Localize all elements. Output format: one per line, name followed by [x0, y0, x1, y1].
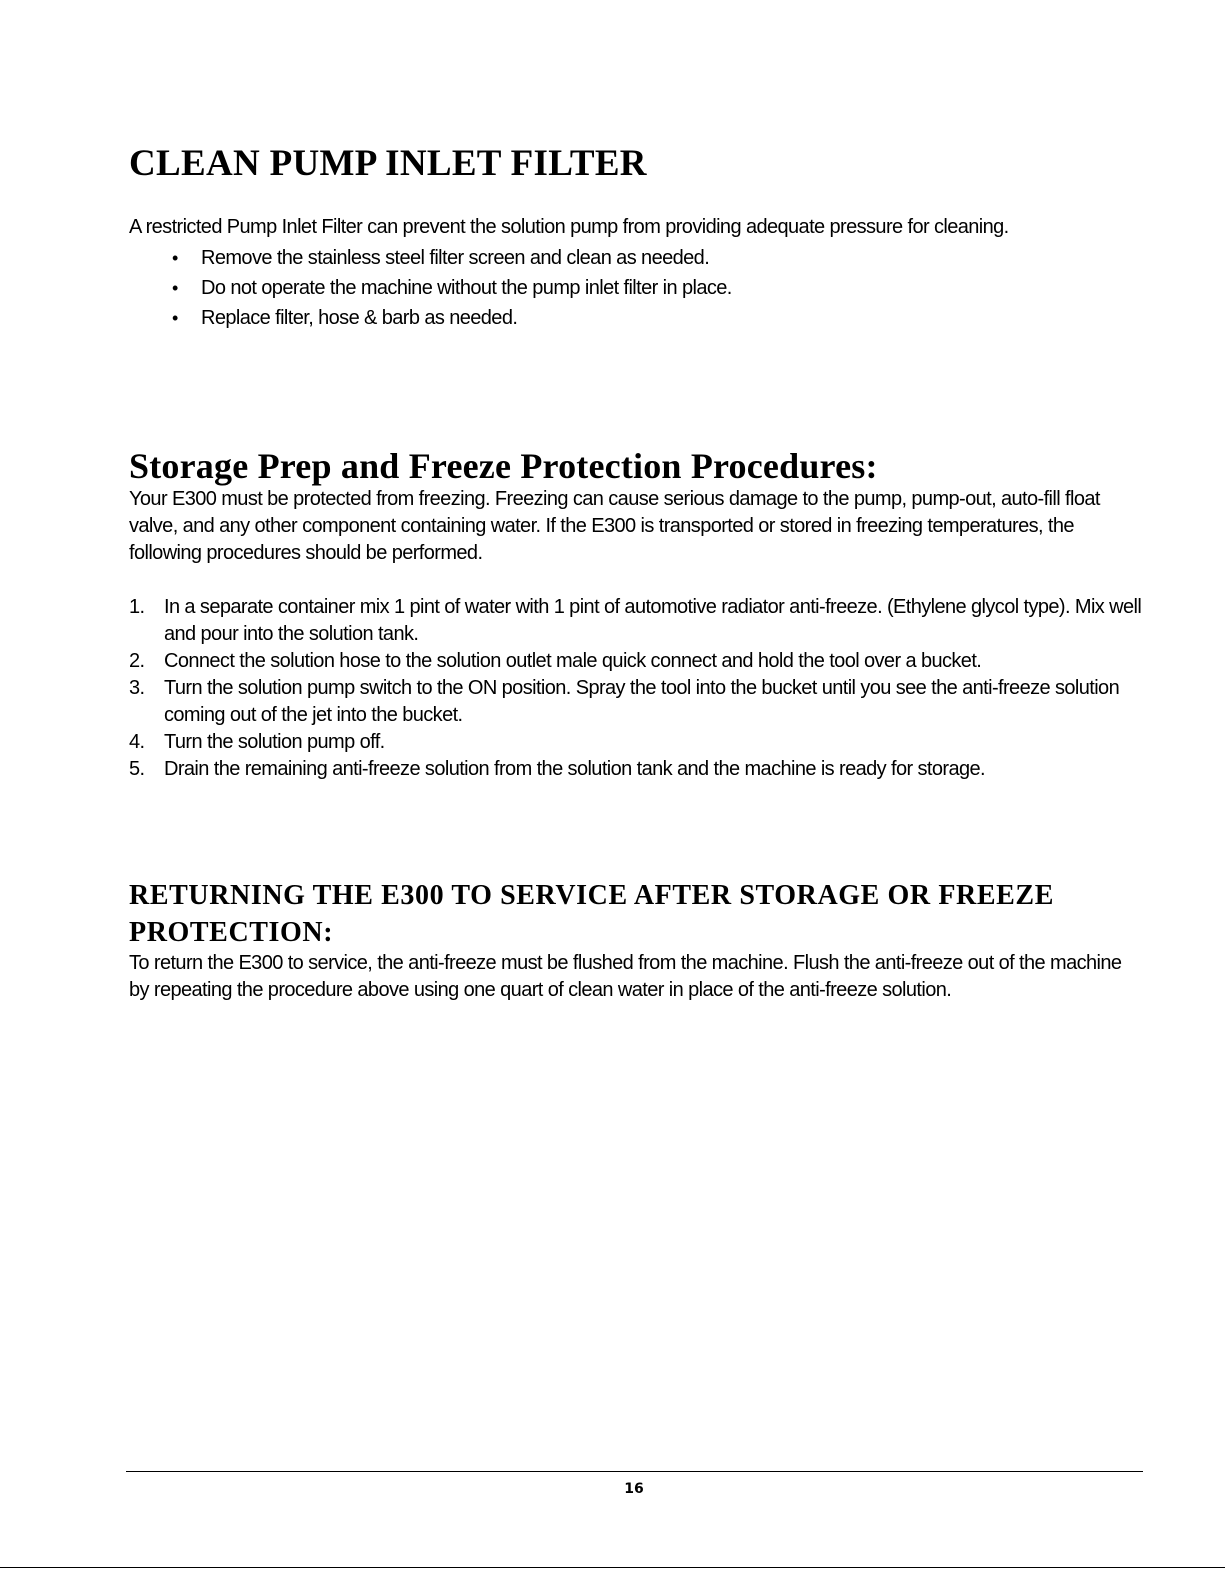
bullet-item	[129, 303, 732, 333]
step-item	[129, 648, 1149, 675]
clean-filter-heading: CLEAN PUMP INLET FILTER	[129, 143, 647, 184]
bullet-text: Remove the stainless steel filter screen and clean as needed.	[201, 247, 710, 269]
bullet-dot-icon: •	[172, 278, 178, 298]
step-item	[129, 594, 1149, 648]
bullet-dot-icon: •	[172, 308, 178, 328]
step-text: Turn the solution pump off.	[164, 731, 385, 753]
bullet-text: Do not operate the machine without the pump inlet filter in place.	[201, 277, 732, 299]
step-number: 5.	[129, 758, 145, 780]
step-number: 3.	[129, 677, 145, 699]
storage-heading: Storage Prep and Freeze Protection Procedures:	[129, 446, 878, 486]
storage-steps-list	[129, 594, 1149, 783]
step-number: 2.	[129, 650, 145, 672]
step-item	[129, 756, 1149, 783]
step-item	[129, 729, 1149, 756]
clean-filter-bullet-list	[129, 243, 732, 333]
storage-intro: Your E300 must be protected from freezing. Freezing can cause serious damage to the pump, pump-out, auto-fill float valve, and any other component containing water. If the E300 is transported or stored in freezing temperatures, the following procedures should be performed.	[129, 488, 1100, 564]
clean-filter-intro: A restricted Pump Inlet Filter can prevent the solution pump from providing adequate pressure for cleaning.	[129, 216, 1009, 238]
step-text: Drain the remaining anti-freeze solution from the solution tank and the machine is ready for storage.	[164, 758, 985, 780]
step-text: Turn the solution pump switch to the ON position. Spray the tool into the bucket until you see the anti-freeze solution coming out of the jet into the bucket.	[164, 677, 1120, 726]
bullet-dot-icon: •	[172, 248, 178, 268]
step-item	[129, 675, 1149, 729]
step-text: In a separate container mix 1 pint of water with 1 pint of automotive radiator anti-freeze. (Ethylene glycol type). Mix well and pour into the solution tank.	[164, 596, 1142, 645]
bullet-item	[129, 273, 732, 303]
step-number: 1.	[129, 596, 145, 618]
footer-divider	[126, 1471, 1143, 1472]
page-number: 16	[624, 1481, 644, 1497]
returning-heading: RETURNING THE E300 TO SERVICE AFTER STORAGE OR FREEZE PROTECTION:	[129, 880, 1054, 948]
page-bottom-edge	[0, 1567, 1225, 1568]
step-text: Connect the solution hose to the solution outlet male quick connect and hold the tool over a bucket.	[164, 650, 982, 672]
bullet-text: Replace filter, hose & barb as needed.	[201, 307, 518, 329]
bullet-item	[129, 243, 732, 273]
returning-text: To return the E300 to service, the anti-freeze must be flushed from the machine. Flush the anti-freeze out of the machine by repeating the procedure above using one quart of clean water in place of the anti-freeze solution.	[129, 952, 1122, 1001]
step-number: 4.	[129, 731, 145, 753]
